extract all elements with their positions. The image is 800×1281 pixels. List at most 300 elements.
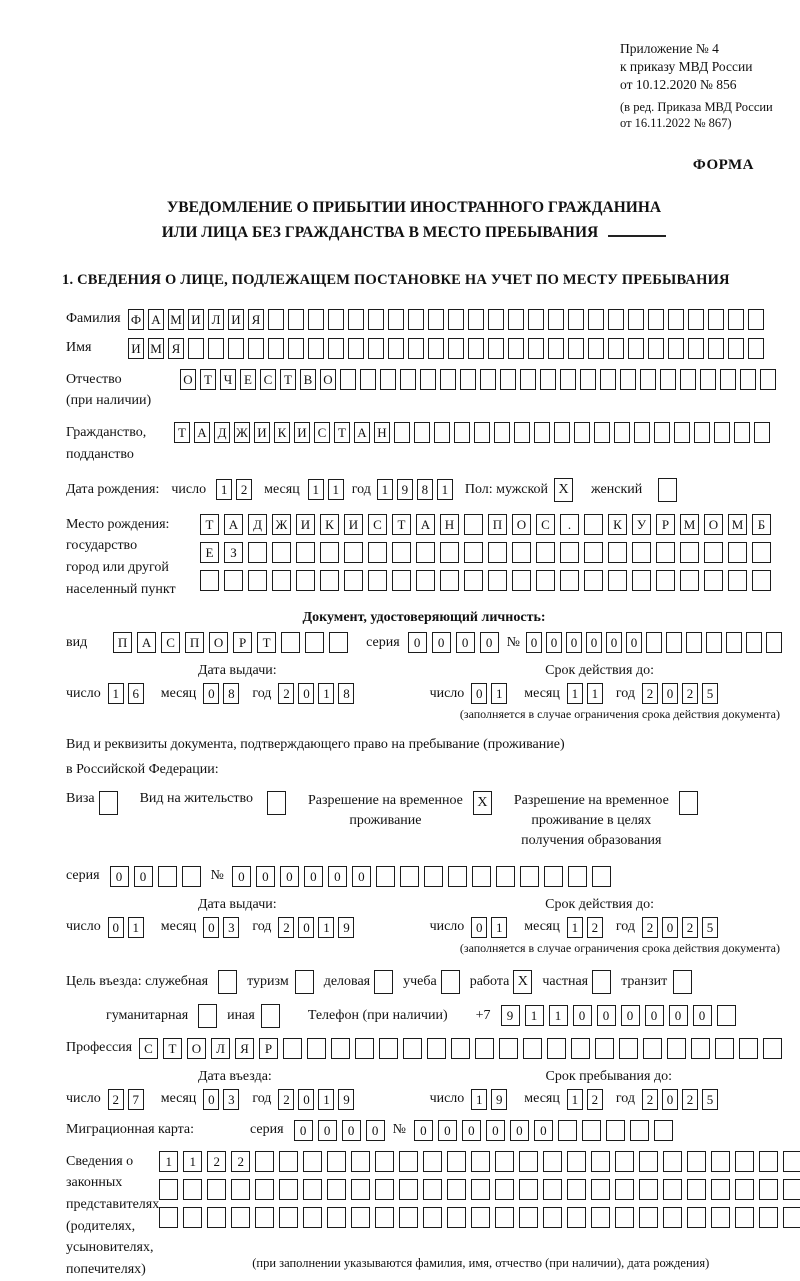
char-cell[interactable]: 0 xyxy=(693,1005,712,1026)
char-cell[interactable] xyxy=(474,422,490,443)
char-cell[interactable]: 1 xyxy=(491,917,507,938)
char-cell[interactable] xyxy=(434,422,450,443)
char-cell[interactable] xyxy=(783,1207,800,1228)
given-name-cells[interactable] xyxy=(128,338,764,359)
char-cell[interactable] xyxy=(704,570,723,591)
char-cell[interactable]: 1 xyxy=(318,1089,334,1110)
char-cell[interactable] xyxy=(600,369,616,390)
checkbox-purpose-humanitarian[interactable] xyxy=(198,1004,217,1028)
char-cell[interactable]: П xyxy=(488,514,507,535)
checkbox-purpose-private[interactable] xyxy=(592,970,611,994)
char-cell[interactable] xyxy=(523,1038,542,1059)
char-cell[interactable] xyxy=(327,1179,346,1200)
char-cell[interactable] xyxy=(488,338,504,359)
char-cell[interactable]: 1 xyxy=(318,917,334,938)
checkbox-purpose-work[interactable]: X xyxy=(513,970,532,994)
char-cell[interactable]: 0 xyxy=(203,917,219,938)
char-cell[interactable] xyxy=(663,1179,682,1200)
char-cell[interactable] xyxy=(752,542,771,563)
char-cell[interactable] xyxy=(759,1207,778,1228)
char-cell[interactable]: 1 xyxy=(437,479,453,500)
char-cell[interactable]: Я xyxy=(235,1038,254,1059)
char-cell[interactable] xyxy=(540,369,556,390)
char-cell[interactable] xyxy=(408,309,424,330)
char-cell[interactable]: 0 xyxy=(480,632,499,653)
char-cell[interactable]: 2 xyxy=(642,683,658,704)
char-cell[interactable]: 1 xyxy=(216,479,232,500)
char-cell[interactable]: О xyxy=(187,1038,206,1059)
char-cell[interactable]: 0 xyxy=(110,866,129,887)
char-cell[interactable] xyxy=(528,309,544,330)
char-cell[interactable] xyxy=(660,369,676,390)
char-cell[interactable] xyxy=(534,422,550,443)
char-cell[interactable] xyxy=(588,338,604,359)
char-cell[interactable] xyxy=(688,338,704,359)
char-cell[interactable] xyxy=(520,369,536,390)
birth-day-cells[interactable] xyxy=(216,479,252,500)
char-cell[interactable] xyxy=(392,542,411,563)
char-cell[interactable]: 1 xyxy=(128,917,144,938)
char-cell[interactable] xyxy=(207,1179,226,1200)
char-cell[interactable] xyxy=(663,1207,682,1228)
char-cell[interactable] xyxy=(475,1038,494,1059)
char-cell[interactable]: 0 xyxy=(586,632,602,653)
doc-series-cells[interactable] xyxy=(408,632,499,653)
char-cell[interactable] xyxy=(608,570,627,591)
char-cell[interactable] xyxy=(680,369,696,390)
char-cell[interactable] xyxy=(584,514,603,535)
doc-number-cells[interactable] xyxy=(526,632,782,653)
char-cell[interactable] xyxy=(159,1207,178,1228)
char-cell[interactable]: З xyxy=(224,542,243,563)
char-cell[interactable] xyxy=(400,866,419,887)
char-cell[interactable]: Л xyxy=(211,1038,230,1059)
citizenship-cells[interactable] xyxy=(174,422,770,443)
char-cell[interactable] xyxy=(686,632,702,653)
char-cell[interactable]: 0 xyxy=(408,632,427,653)
char-cell[interactable] xyxy=(687,1151,706,1172)
char-cell[interactable] xyxy=(279,1151,298,1172)
char-cell[interactable]: 2 xyxy=(278,917,294,938)
char-cell[interactable] xyxy=(568,338,584,359)
char-cell[interactable] xyxy=(654,1120,673,1141)
char-cell[interactable] xyxy=(464,542,483,563)
char-cell[interactable]: 0 xyxy=(256,866,275,887)
char-cell[interactable]: 0 xyxy=(294,1120,313,1141)
char-cell[interactable] xyxy=(248,338,264,359)
char-cell[interactable]: 3 xyxy=(223,917,239,938)
char-cell[interactable]: 0 xyxy=(366,1120,385,1141)
char-cell[interactable] xyxy=(303,1207,322,1228)
checkbox-purpose-transit[interactable] xyxy=(673,970,692,994)
char-cell[interactable] xyxy=(582,1120,601,1141)
char-cell[interactable] xyxy=(328,338,344,359)
char-cell[interactable] xyxy=(408,338,424,359)
char-cell[interactable] xyxy=(715,1038,734,1059)
char-cell[interactable]: П xyxy=(185,632,204,653)
char-cell[interactable] xyxy=(308,309,324,330)
doc-issue-day-cells[interactable] xyxy=(108,683,144,704)
char-cell[interactable] xyxy=(726,632,742,653)
char-cell[interactable] xyxy=(329,632,348,653)
char-cell[interactable]: Р xyxy=(259,1038,278,1059)
char-cell[interactable] xyxy=(355,1038,374,1059)
char-cell[interactable] xyxy=(279,1207,298,1228)
char-cell[interactable] xyxy=(328,309,344,330)
char-cell[interactable]: 2 xyxy=(231,1151,250,1172)
char-cell[interactable]: Ж xyxy=(272,514,291,535)
char-cell[interactable] xyxy=(344,542,363,563)
stay-year-cells[interactable] xyxy=(642,1089,718,1110)
checkbox-temp-residence[interactable]: X xyxy=(473,791,492,815)
char-cell[interactable] xyxy=(248,542,267,563)
profession-cells[interactable] xyxy=(139,1038,782,1059)
char-cell[interactable] xyxy=(536,542,555,563)
char-cell[interactable] xyxy=(668,338,684,359)
entry-day-cells[interactable] xyxy=(108,1089,144,1110)
char-cell[interactable] xyxy=(687,1179,706,1200)
checkbox-purpose-tourism[interactable] xyxy=(295,970,314,994)
char-cell[interactable] xyxy=(735,1179,754,1200)
char-cell[interactable]: 1 xyxy=(471,1089,487,1110)
char-cell[interactable] xyxy=(667,1038,686,1059)
char-cell[interactable] xyxy=(687,1207,706,1228)
char-cell[interactable]: 1 xyxy=(108,683,124,704)
char-cell[interactable] xyxy=(305,632,324,653)
char-cell[interactable] xyxy=(519,1151,538,1172)
char-cell[interactable]: 0 xyxy=(328,866,347,887)
char-cell[interactable] xyxy=(416,542,435,563)
char-cell[interactable] xyxy=(272,542,291,563)
char-cell[interactable] xyxy=(416,570,435,591)
checkbox-purpose-study[interactable] xyxy=(441,970,460,994)
char-cell[interactable] xyxy=(388,309,404,330)
char-cell[interactable] xyxy=(399,1207,418,1228)
char-cell[interactable] xyxy=(447,1151,466,1172)
char-cell[interactable] xyxy=(608,338,624,359)
char-cell[interactable] xyxy=(468,338,484,359)
char-cell[interactable] xyxy=(182,866,201,887)
char-cell[interactable] xyxy=(728,309,744,330)
permit-issue-month-cells[interactable] xyxy=(203,917,239,938)
phone-cells[interactable] xyxy=(501,1005,736,1026)
char-cell[interactable] xyxy=(447,1207,466,1228)
char-cell[interactable] xyxy=(615,1151,634,1172)
char-cell[interactable] xyxy=(544,866,563,887)
char-cell[interactable] xyxy=(303,1179,322,1200)
char-cell[interactable] xyxy=(735,1151,754,1172)
checkbox-residence-permit[interactable] xyxy=(267,791,286,815)
char-cell[interactable] xyxy=(440,570,459,591)
char-cell[interactable] xyxy=(368,570,387,591)
char-cell[interactable]: 6 xyxy=(128,683,144,704)
char-cell[interactable] xyxy=(183,1207,202,1228)
char-cell[interactable] xyxy=(608,309,624,330)
char-cell[interactable] xyxy=(580,369,596,390)
char-cell[interactable] xyxy=(327,1207,346,1228)
char-cell[interactable] xyxy=(200,570,219,591)
char-cell[interactable] xyxy=(654,422,670,443)
char-cell[interactable]: Д xyxy=(248,514,267,535)
char-cell[interactable] xyxy=(423,1179,442,1200)
char-cell[interactable] xyxy=(632,570,651,591)
char-cell[interactable]: 9 xyxy=(491,1089,507,1110)
char-cell[interactable] xyxy=(327,1151,346,1172)
char-cell[interactable] xyxy=(268,309,284,330)
char-cell[interactable]: Р xyxy=(656,514,675,535)
char-cell[interactable]: Ф xyxy=(128,309,144,330)
char-cell[interactable] xyxy=(331,1038,350,1059)
char-cell[interactable] xyxy=(752,570,771,591)
char-cell[interactable]: 1 xyxy=(183,1151,202,1172)
char-cell[interactable]: А xyxy=(148,309,164,330)
char-cell[interactable]: 0 xyxy=(471,683,487,704)
char-cell[interactable]: 9 xyxy=(501,1005,520,1026)
char-cell[interactable]: 9 xyxy=(338,1089,354,1110)
char-cell[interactable] xyxy=(711,1151,730,1172)
char-cell[interactable]: 0 xyxy=(597,1005,616,1026)
representatives-cells-row2[interactable] xyxy=(159,1179,800,1200)
char-cell[interactable] xyxy=(639,1179,658,1200)
char-cell[interactable]: 5 xyxy=(702,917,718,938)
char-cell[interactable] xyxy=(512,542,531,563)
char-cell[interactable] xyxy=(379,1038,398,1059)
char-cell[interactable]: М xyxy=(168,309,184,330)
char-cell[interactable] xyxy=(427,1038,446,1059)
char-cell[interactable] xyxy=(375,1151,394,1172)
char-cell[interactable]: 0 xyxy=(662,683,678,704)
birth-place-cells-row2[interactable] xyxy=(200,542,771,563)
char-cell[interactable]: 0 xyxy=(662,917,678,938)
char-cell[interactable] xyxy=(574,422,590,443)
char-cell[interactable] xyxy=(520,866,539,887)
char-cell[interactable] xyxy=(508,338,524,359)
char-cell[interactable] xyxy=(728,338,744,359)
char-cell[interactable] xyxy=(714,422,730,443)
char-cell[interactable]: Б xyxy=(752,514,771,535)
char-cell[interactable]: Е xyxy=(200,542,219,563)
char-cell[interactable]: 0 xyxy=(566,632,582,653)
char-cell[interactable] xyxy=(700,369,716,390)
patronymic-cells[interactable] xyxy=(180,369,776,390)
char-cell[interactable] xyxy=(554,422,570,443)
char-cell[interactable]: О xyxy=(512,514,531,535)
char-cell[interactable] xyxy=(394,422,410,443)
char-cell[interactable] xyxy=(560,542,579,563)
char-cell[interactable]: И xyxy=(344,514,363,535)
char-cell[interactable] xyxy=(188,338,204,359)
char-cell[interactable] xyxy=(320,542,339,563)
char-cell[interactable] xyxy=(630,1120,649,1141)
char-cell[interactable] xyxy=(783,1179,800,1200)
char-cell[interactable]: А xyxy=(354,422,370,443)
char-cell[interactable]: Р xyxy=(233,632,252,653)
char-cell[interactable] xyxy=(307,1038,326,1059)
char-cell[interactable]: Т xyxy=(163,1038,182,1059)
char-cell[interactable]: 0 xyxy=(546,632,562,653)
char-cell[interactable] xyxy=(694,422,710,443)
char-cell[interactable]: Д xyxy=(214,422,230,443)
char-cell[interactable] xyxy=(420,369,436,390)
char-cell[interactable] xyxy=(440,369,456,390)
char-cell[interactable] xyxy=(766,632,782,653)
char-cell[interactable] xyxy=(447,1179,466,1200)
char-cell[interactable] xyxy=(424,866,443,887)
checkbox-visa[interactable] xyxy=(99,791,118,815)
char-cell[interactable] xyxy=(368,338,384,359)
char-cell[interactable]: К xyxy=(608,514,627,535)
char-cell[interactable]: Т xyxy=(280,369,296,390)
char-cell[interactable]: Ч xyxy=(220,369,236,390)
char-cell[interactable] xyxy=(543,1151,562,1172)
char-cell[interactable] xyxy=(423,1207,442,1228)
char-cell[interactable]: 0 xyxy=(510,1120,529,1141)
permit-valid-month-cells[interactable] xyxy=(567,917,603,938)
char-cell[interactable]: Я xyxy=(248,309,264,330)
doc-valid-day-cells[interactable] xyxy=(471,683,507,704)
char-cell[interactable]: Т xyxy=(200,514,219,535)
char-cell[interactable] xyxy=(691,1038,710,1059)
char-cell[interactable] xyxy=(614,422,630,443)
representatives-cells-row1[interactable] xyxy=(159,1151,800,1172)
char-cell[interactable] xyxy=(711,1207,730,1228)
char-cell[interactable] xyxy=(488,309,504,330)
char-cell[interactable]: 0 xyxy=(669,1005,688,1026)
char-cell[interactable]: 0 xyxy=(298,683,314,704)
char-cell[interactable]: 0 xyxy=(342,1120,361,1141)
char-cell[interactable]: Т xyxy=(392,514,411,535)
char-cell[interactable] xyxy=(496,866,515,887)
char-cell[interactable] xyxy=(288,338,304,359)
char-cell[interactable] xyxy=(399,1151,418,1172)
char-cell[interactable]: К xyxy=(320,514,339,535)
char-cell[interactable]: 2 xyxy=(278,683,294,704)
char-cell[interactable] xyxy=(208,338,224,359)
char-cell[interactable] xyxy=(440,542,459,563)
char-cell[interactable] xyxy=(568,309,584,330)
checkbox-purpose-official[interactable] xyxy=(218,970,237,994)
char-cell[interactable]: 0 xyxy=(203,1089,219,1110)
char-cell[interactable] xyxy=(392,570,411,591)
char-cell[interactable] xyxy=(668,309,684,330)
doc-issue-year-cells[interactable] xyxy=(278,683,354,704)
char-cell[interactable] xyxy=(368,309,384,330)
checkbox-purpose-other[interactable] xyxy=(261,1004,280,1028)
char-cell[interactable] xyxy=(640,369,656,390)
char-cell[interactable]: Ж xyxy=(234,422,250,443)
char-cell[interactable]: Л xyxy=(208,309,224,330)
char-cell[interactable] xyxy=(183,1179,202,1200)
char-cell[interactable] xyxy=(268,338,284,359)
doc-issue-month-cells[interactable] xyxy=(203,683,239,704)
char-cell[interactable]: 5 xyxy=(702,683,718,704)
char-cell[interactable]: И xyxy=(228,309,244,330)
char-cell[interactable] xyxy=(428,309,444,330)
char-cell[interactable] xyxy=(464,514,483,535)
char-cell[interactable] xyxy=(754,422,770,443)
char-cell[interactable] xyxy=(248,570,267,591)
char-cell[interactable] xyxy=(454,422,470,443)
permit-series-cells[interactable] xyxy=(110,866,201,887)
char-cell[interactable] xyxy=(746,632,762,653)
char-cell[interactable] xyxy=(460,369,476,390)
char-cell[interactable]: И xyxy=(254,422,270,443)
char-cell[interactable]: К xyxy=(274,422,290,443)
char-cell[interactable] xyxy=(728,542,747,563)
doc-type-cells[interactable] xyxy=(113,632,348,653)
char-cell[interactable]: С xyxy=(368,514,387,535)
char-cell[interactable]: С xyxy=(139,1038,158,1059)
entry-month-cells[interactable] xyxy=(203,1089,239,1110)
char-cell[interactable]: А xyxy=(416,514,435,535)
checkbox-female[interactable] xyxy=(658,478,677,502)
char-cell[interactable]: 1 xyxy=(587,683,603,704)
char-cell[interactable] xyxy=(656,542,675,563)
char-cell[interactable]: Н xyxy=(374,422,390,443)
char-cell[interactable] xyxy=(674,422,690,443)
char-cell[interactable] xyxy=(734,422,750,443)
char-cell[interactable] xyxy=(548,338,564,359)
char-cell[interactable] xyxy=(735,1207,754,1228)
char-cell[interactable] xyxy=(488,542,507,563)
char-cell[interactable] xyxy=(680,570,699,591)
char-cell[interactable] xyxy=(495,1151,514,1172)
char-cell[interactable]: М xyxy=(728,514,747,535)
char-cell[interactable] xyxy=(348,309,364,330)
char-cell[interactable]: 2 xyxy=(207,1151,226,1172)
char-cell[interactable] xyxy=(759,1151,778,1172)
char-cell[interactable]: 8 xyxy=(417,479,433,500)
char-cell[interactable]: 2 xyxy=(278,1089,294,1110)
char-cell[interactable]: 0 xyxy=(486,1120,505,1141)
char-cell[interactable] xyxy=(720,369,736,390)
char-cell[interactable]: 3 xyxy=(223,1089,239,1110)
char-cell[interactable] xyxy=(499,1038,518,1059)
char-cell[interactable] xyxy=(536,570,555,591)
char-cell[interactable] xyxy=(591,1179,610,1200)
char-cell[interactable]: 0 xyxy=(108,917,124,938)
char-cell[interactable]: 0 xyxy=(526,632,542,653)
char-cell[interactable] xyxy=(512,570,531,591)
char-cell[interactable]: 2 xyxy=(587,917,603,938)
char-cell[interactable] xyxy=(740,369,756,390)
permit-number-cells[interactable] xyxy=(232,866,611,887)
char-cell[interactable] xyxy=(558,1120,577,1141)
char-cell[interactable]: 1 xyxy=(377,479,393,500)
char-cell[interactable]: 8 xyxy=(338,683,354,704)
char-cell[interactable]: А xyxy=(194,422,210,443)
char-cell[interactable] xyxy=(468,309,484,330)
char-cell[interactable]: 1 xyxy=(159,1151,178,1172)
char-cell[interactable]: Н xyxy=(440,514,459,535)
char-cell[interactable]: Т xyxy=(200,369,216,390)
char-cell[interactable] xyxy=(543,1179,562,1200)
char-cell[interactable] xyxy=(663,1151,682,1172)
migration-number-cells[interactable] xyxy=(414,1120,673,1141)
char-cell[interactable] xyxy=(543,1207,562,1228)
char-cell[interactable] xyxy=(519,1179,538,1200)
char-cell[interactable] xyxy=(303,1151,322,1172)
char-cell[interactable]: 0 xyxy=(134,866,153,887)
char-cell[interactable] xyxy=(380,369,396,390)
char-cell[interactable] xyxy=(159,1179,178,1200)
char-cell[interactable]: 9 xyxy=(338,917,354,938)
char-cell[interactable]: 1 xyxy=(567,917,583,938)
char-cell[interactable]: 0 xyxy=(414,1120,433,1141)
char-cell[interactable] xyxy=(414,422,430,443)
char-cell[interactable] xyxy=(471,1207,490,1228)
char-cell[interactable] xyxy=(514,422,530,443)
